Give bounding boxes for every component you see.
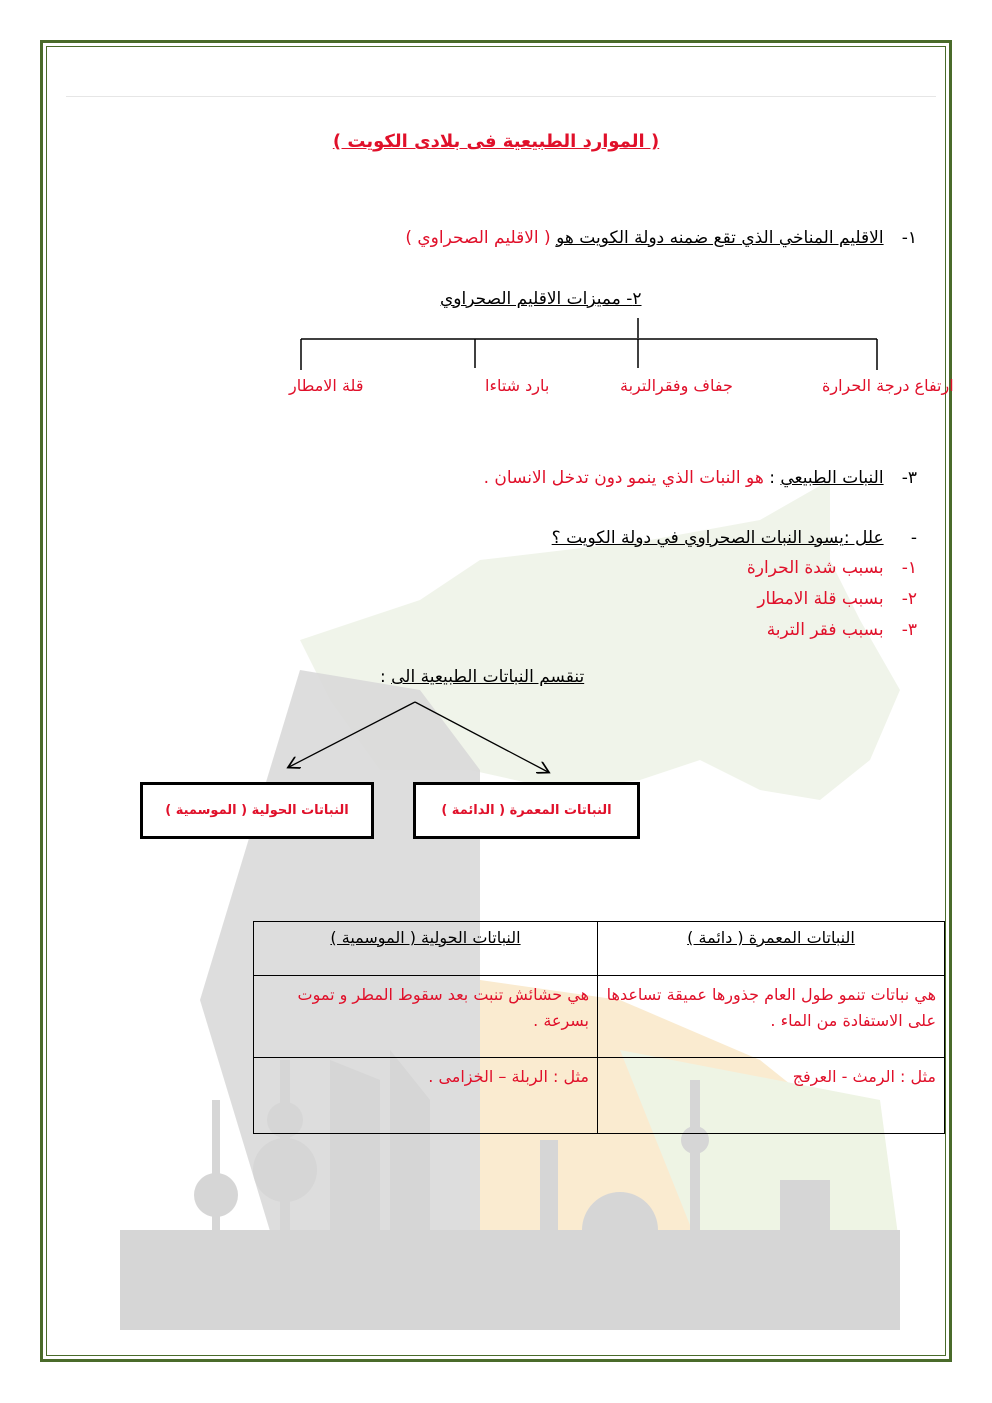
- perennial-examples: مثل : الرمث - العرفج: [598, 1058, 945, 1134]
- question-2-heading: ٢- مميزات الاقليم الصحراوي: [440, 289, 642, 309]
- annual-description: هي حشائش تنبت بعد سقوط المطر و تموت بسرعة .: [254, 976, 598, 1058]
- question-1-answer: ( الاقليم الصحراوي ): [405, 228, 551, 248]
- box-annual-label: النباتات الحولية ( الموسمية ): [165, 803, 349, 818]
- perennial-description: هي نباتات تنمو طول العام جذورها عميقة تساعدها على الاستفادة من الماء .: [598, 976, 945, 1058]
- arrow-to-perennial: [415, 702, 548, 772]
- question-3-colon: :: [769, 468, 775, 488]
- natural-plant-term: النبات الطبيعي: [780, 468, 884, 488]
- feature-dry-soil: جفاف وفقرالتربة: [620, 376, 733, 395]
- feature-low-rainfall: قلة الامطار: [289, 376, 364, 395]
- reason-item-number: ١-: [901, 558, 917, 578]
- reason-item-text: بسبب شدة الحرارة: [746, 558, 884, 578]
- header-annual: النباتات الحولية ( الموسمية ): [254, 922, 598, 976]
- question-1-text: الاقليم المناخي الذي تقع ضمنه دولة الكويت هو: [556, 228, 884, 248]
- reason-question-text: يسود النبات الصحراوي في دولة الكويت ؟: [551, 528, 844, 548]
- natural-plant-definition: هو النبات الذي ينمو دون تدخل الانسان .: [483, 468, 764, 488]
- table-row: [254, 976, 945, 1058]
- comparison-table: [253, 921, 945, 1134]
- arrow-to-annual: [289, 702, 415, 767]
- table-row: [254, 1058, 945, 1134]
- table-header-row: [254, 922, 945, 976]
- feature-cold-winter: بارد شتاءا: [485, 376, 550, 395]
- division-heading-text: تنقسم النباتات الطبيعية الى: [391, 667, 585, 687]
- annual-examples: مثل : الربلة – الخزامى .: [254, 1058, 598, 1134]
- reason-item-number: ٢-: [901, 589, 917, 609]
- reason-item-number: ٣-: [901, 620, 917, 640]
- box-perennial-label: النباتات المعمرة ( الدائمة ): [441, 803, 612, 818]
- reason-item-text: بسبب قلة الامطار: [757, 589, 884, 609]
- question-1-number: ١-: [901, 228, 917, 248]
- box-perennial-plants: [413, 782, 640, 839]
- page-title: ( الموارد الطبيعية فى بلادى الكويت ): [332, 131, 660, 152]
- feature-high-temperature: ارتفاع درجة الحرارة: [822, 376, 954, 395]
- division-heading-colon: :: [380, 667, 386, 687]
- reason-label: علل :: [843, 528, 884, 548]
- header-perennial: النباتات المعمرة ( دائمة ): [598, 922, 945, 976]
- box-annual-plants: [140, 782, 374, 839]
- reason-bullet: -: [910, 528, 917, 548]
- question-3-number: ٣-: [901, 468, 917, 488]
- reason-item-text: بسبب فقر التربة: [766, 620, 884, 640]
